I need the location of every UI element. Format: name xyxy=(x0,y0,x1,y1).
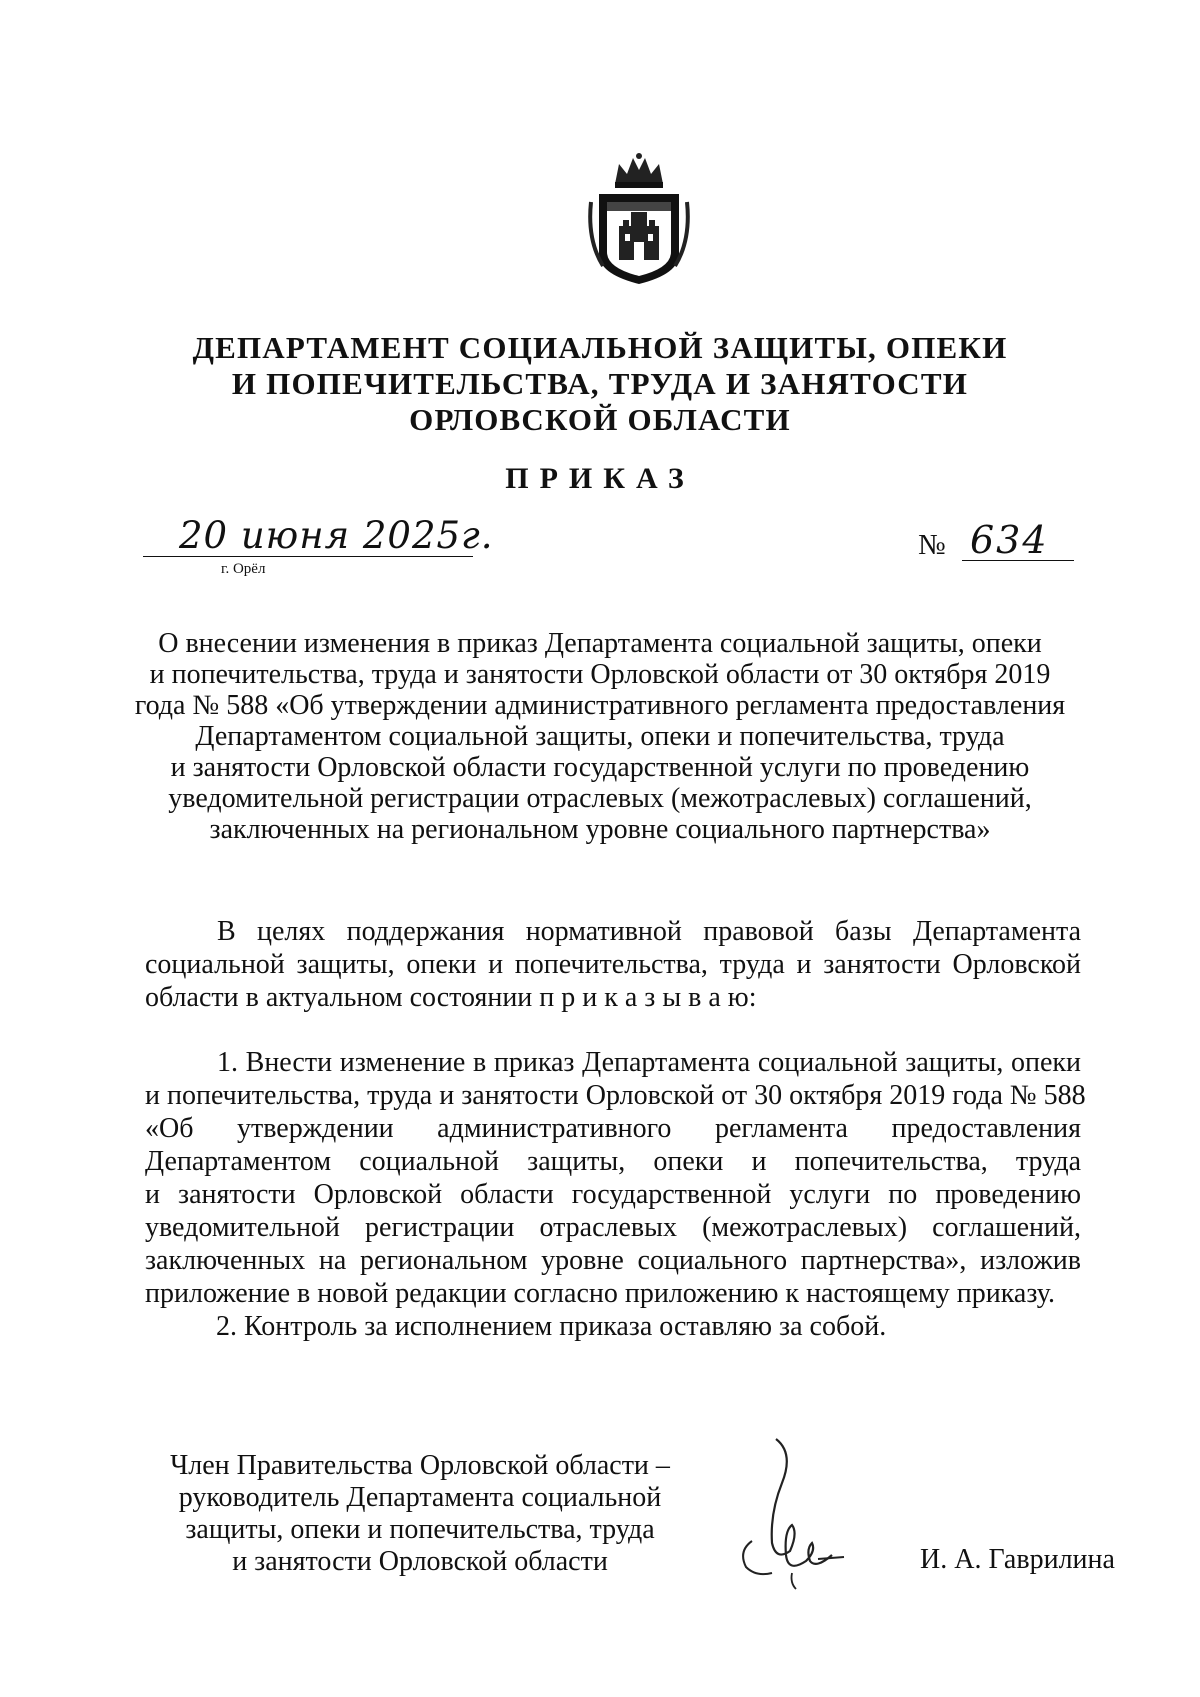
order-subject xyxy=(0,628,1200,845)
paragraph-line: и попечительства, труда и занятости Орловской от 30 октября 2019 года № 588 xyxy=(145,1080,1086,1111)
signer-position-line: и занятости Орловской области xyxy=(232,1546,608,1577)
subject-line: заключенных на региональном уровне социального партнерства» xyxy=(209,814,991,845)
paragraph-line: и занятости Орловской области государственной услуги по проведению xyxy=(145,1179,1081,1210)
org-line-1: ДЕПАРТАМЕНТ СОЦИАЛЬНОЙ ЗАЩИТЫ, ОПЕКИ xyxy=(192,330,1008,365)
signer-name: И. А. Гаврилина xyxy=(920,1544,1115,1575)
preamble-paragraph xyxy=(145,915,1081,1014)
paragraph-line: заключенных на региональном уровне социального партнерства», изложив xyxy=(145,1245,1081,1276)
subject-line: и занятости Орловской области государственной услуги по проведению xyxy=(170,752,1030,783)
item-1-paragraph xyxy=(145,1046,1086,1310)
signer-position-line: Член Правительства Орловской области – xyxy=(170,1450,670,1481)
subject-line: Департаментом социальной защиты, опеки и попечительства, труда xyxy=(195,721,1005,752)
paragraph-line: приложение в новой редакции согласно приложению к настоящему приказу. xyxy=(145,1278,1055,1309)
organization-name xyxy=(0,330,1200,438)
subject-line: и попечительства, труда и занятости Орловской области от 30 октября 2019 xyxy=(149,659,1051,690)
paragraph-line: Департаментом социальной защиты, опеки и попечительства, труда xyxy=(145,1146,1081,1177)
document-type-title: ПРИКАЗ xyxy=(505,462,695,495)
signer-position-line: руководитель Департамента социальной xyxy=(178,1482,662,1513)
paragraph-line: 2. Контроль за исполнением приказа оставляю за собой. xyxy=(216,1311,887,1342)
number-block xyxy=(918,518,1078,567)
subject-line: О внесении изменения в приказ Департамента социальной защиты, опеки xyxy=(158,628,1042,659)
number-underline xyxy=(962,560,1074,561)
org-line-2: И ПОПЕЧИТЕЛЬСТВА, ТРУДА И ЗАНЯТОСТИ xyxy=(231,366,969,401)
coat-of-arms-icon xyxy=(585,150,693,288)
date-underline xyxy=(143,556,473,557)
handwritten-date: 20 июня 2025г. xyxy=(179,514,494,557)
paragraph-line: области в актуальном состоянии п р и к а з ы в а ю: xyxy=(145,982,757,1013)
org-line-3: ОРЛОВСКОЙ ОБЛАСТИ xyxy=(409,402,791,437)
paragraph-line: уведомительной регистрации отраслевых (межотраслевых) соглашений, xyxy=(145,1212,1081,1243)
handwritten-signature-icon xyxy=(732,1433,852,1595)
paragraph-line: В целях поддержания нормативной правовой базы Департамента xyxy=(217,916,1081,947)
item-2-paragraph xyxy=(216,1310,1152,1343)
signer-position xyxy=(140,1450,700,1578)
paragraph-line: «Об утверждении административного регламента предоставления xyxy=(145,1113,1081,1144)
paragraph-line: 1. Внести изменение в приказ Департамента социальной защиты, опеки xyxy=(217,1047,1081,1078)
paragraph-line: социальной защиты, опеки и попечительства, труда и занятости Орловской xyxy=(145,949,1081,980)
handwritten-number: 634 xyxy=(970,518,1049,562)
date-block xyxy=(143,514,494,582)
signer-position-line: защиты, опеки и попечительства, труда xyxy=(185,1514,655,1545)
number-sign: № xyxy=(918,529,946,561)
subject-line: года № 588 «Об утверждении административного регламента предоставления xyxy=(134,690,1066,721)
subject-line: уведомительной регистрации отраслевых (межотраслевых) соглашений, xyxy=(168,783,1032,814)
city-label: г. Орёл xyxy=(221,561,266,577)
